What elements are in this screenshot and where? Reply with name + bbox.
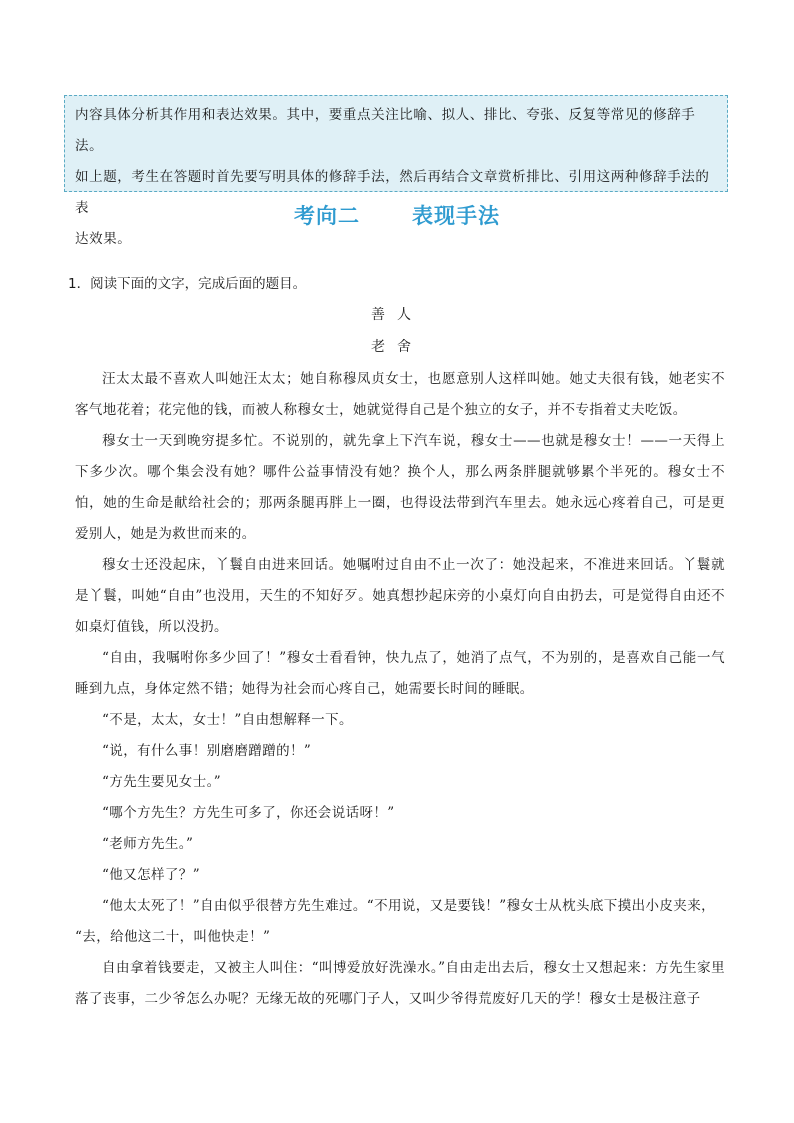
paragraph: 汪太太最不喜欢人叫她汪太太；她自称穆凤贞女士，也愿意别人这样叫她。她丈夫很有钱，她老实不客气地花着；花完他的钱，而被人称穆女士，她就觉得自己是个独立的女子，并不专指着丈夫吃饭。 xyxy=(75,371,725,418)
article-body xyxy=(75,364,725,1015)
paragraph: “老师方先生。” xyxy=(102,836,194,852)
section-title-part2: 表现手法 xyxy=(412,204,500,228)
article-title: 善人 xyxy=(371,307,423,323)
section-title-part1: 考向二 xyxy=(294,204,360,228)
article-author: 老舍 xyxy=(371,339,423,355)
paragraph: “他又怎样了？” xyxy=(102,867,201,883)
paragraph: 穆女士还没起床，丫鬟自由进来回话。她嘱咐过自由不止一次了：她没起来，不准进来回话。丫鬟就是丫鬟，叫她“自由”也没用，天生的不知好歹。她真想抄起床旁的小桌灯向自由扔去，可是觉得自由还不如桌灯值钱，所以没扔。 xyxy=(75,557,725,635)
note-line-2: 如上题，考生在答题时首先要写明具体的修辞手法，然后再结合文章赏析排比、引用这两种修辞手法的表 xyxy=(75,169,710,216)
section-title xyxy=(0,200,794,230)
note-line-1: 内容具体分析其作用和表达效果。其中，要重点关注比喻、拟人、排比、夸张、反复等常见的修辞手法。 xyxy=(75,107,696,154)
paragraph: “方先生要见女士。” xyxy=(102,774,222,790)
paragraph: “哪个方先生？方先生可多了，你还会说话呀！” xyxy=(102,805,395,821)
paragraph: 自由拿着钱要走，又被主人叫住：“叫博爱放好洗澡水。”自由走出去后，穆女士又想起来：方先生家里落了丧事，二少爷怎么办呢？无缘无故的死哪门子人，又叫少爷得荒废好几天的学！穆女士是极注意子 xyxy=(75,960,725,1007)
paragraph: “自由，我嘱咐你多少回了！”穆女士看看钟，快九点了，她消了点气，不为别的，是喜欢自己能一气睡到九点，身体定然不错；她得为社会而心疼自己，她需要长时间的睡眠。 xyxy=(75,650,725,697)
paragraph: “他太太死了！”自由似乎很替方先生难过。“不用说，又是要钱！”穆女士从枕头底下摸出小皮夹来， xyxy=(102,898,716,914)
paragraph: “说，有什么事！别磨磨蹭蹭的！” xyxy=(102,743,312,759)
paragraph: “不是，太太，女士！”自由想解释一下。 xyxy=(102,712,353,728)
paragraph: 穆女士一天到晚穷提多忙。不说别的，就先拿上下汽车说，穆女士——也就是穆女士！——一天得上下多少次。哪个集会没有她？哪件公益事情没有她？换个人，那么两条胖腿就够累个半死的。穆女士不怕，她的生命是献给社会的；那两条腿再胖上一圈，也得设法带到汽车里去。她永远心疼着自己，可是更爱别人，她是为救世而来的。 xyxy=(75,433,725,542)
question-prompt: 1．阅读下面的文字，完成后面的题目。 xyxy=(68,276,307,292)
note-line-3: 达效果。 xyxy=(75,231,132,247)
paragraph: “去，给他这二十，叫他快走！” xyxy=(75,929,271,945)
